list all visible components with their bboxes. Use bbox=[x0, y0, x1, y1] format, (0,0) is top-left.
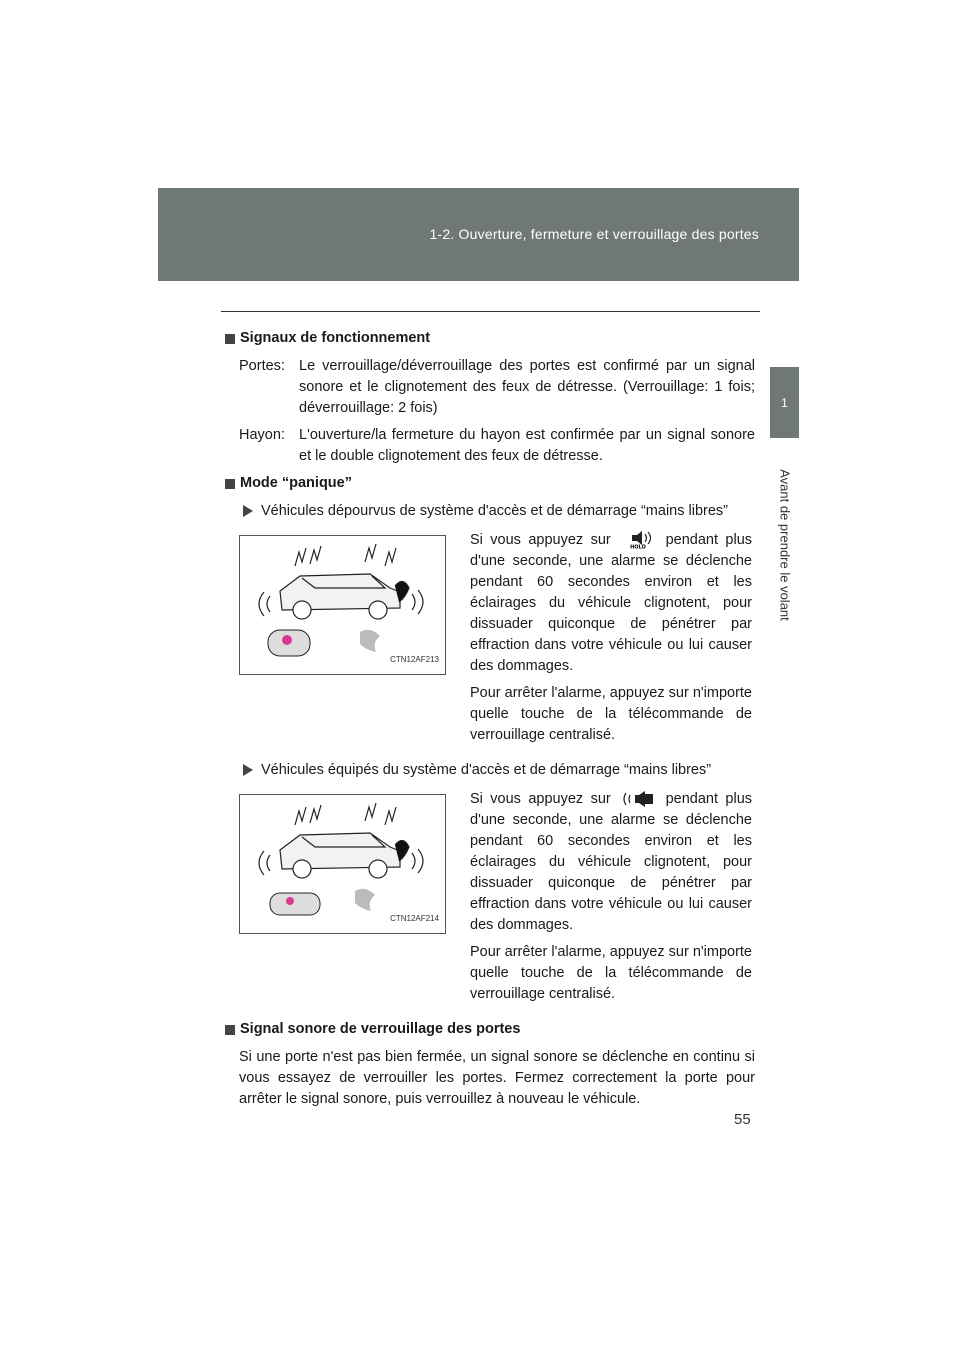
variant-label bbox=[239, 760, 755, 781]
page-content bbox=[225, 328, 755, 1110]
triangle-bullet-icon bbox=[243, 764, 253, 776]
stop-alarm-text: Pour arrêter l'alarme, appuyez sur n'importe quelle touche de la télécommande de verrouillage centralisé. bbox=[470, 944, 752, 1002]
panel-text bbox=[470, 530, 752, 752]
panel-text bbox=[470, 789, 752, 1011]
text-after-icon: pendant plus d'une seconde, une alarme se déclenche pendant 60 secondes environ et les éclairages du véhicule clignotent, pour dissuader quiconque de pénétrer par effraction dans votre véhicule ou lui causer des dommages. bbox=[470, 791, 753, 933]
panic-heading-text: Mode “panique” bbox=[240, 475, 352, 491]
panic-panel-2 bbox=[239, 789, 755, 1011]
text-before-icon: Si vous appuyez sur bbox=[470, 532, 611, 548]
panic-panel-1 bbox=[239, 530, 755, 752]
definition-term: Hayon: bbox=[239, 427, 285, 443]
chapter-title: Avant de prendre le volant bbox=[777, 469, 793, 621]
alarm-illustration-1 bbox=[239, 535, 446, 675]
signals-heading bbox=[225, 328, 755, 349]
square-bullet-icon bbox=[225, 334, 235, 344]
variant-label bbox=[239, 501, 755, 522]
page-number: 55 bbox=[734, 1111, 751, 1128]
variant-label-text: Véhicules équipés du système d'accès et de démarrage “mains libres” bbox=[261, 762, 712, 778]
definition-text: L'ouverture/la fermeture du hayon est confirmée par un signal sonore et le double clignotement des feux de détresse. bbox=[299, 427, 755, 464]
square-bullet-icon bbox=[225, 1025, 235, 1035]
stop-alarm-text: Pour arrêter l'alarme, appuyez sur n'importe quelle touche de la télécommande de verrouillage centralisé. bbox=[470, 685, 752, 743]
triangle-bullet-icon bbox=[243, 505, 253, 517]
alarm-illustration-2 bbox=[239, 794, 446, 934]
signals-heading-text: Signaux de fonctionnement bbox=[240, 330, 431, 346]
panic-button-icon bbox=[618, 790, 658, 808]
header-rule bbox=[221, 311, 760, 312]
definition-text: Le verrouillage/déverrouillage des portes est confirmé par un signal sonore et le clignotement des feux de détresse. (Verrouillage: 1 fois; déverrouillage: 2 fois) bbox=[299, 358, 755, 416]
hold-label: HOLD bbox=[630, 544, 647, 550]
buzzer-heading bbox=[225, 1019, 755, 1040]
variant-label-text: Véhicules dépourvus de système d'accès et de démarrage “mains libres” bbox=[261, 503, 728, 519]
buzzer-text: Si une porte n'est pas bien fermée, un signal sonore se déclenche en continu si vous essayez de verrouiller les portes. Fermez correctement la porte pour arrêter le signal sonore, puis verrouillez à nouveau le véhicule. bbox=[239, 1049, 755, 1107]
definition-row bbox=[239, 356, 755, 419]
panic-hold-button-icon bbox=[618, 531, 658, 549]
square-bullet-icon bbox=[225, 479, 235, 489]
figure-code: CTN12AF213 bbox=[390, 655, 439, 664]
text-before-icon: Si vous appuyez sur bbox=[470, 791, 611, 807]
panic-heading bbox=[225, 473, 755, 494]
definition-row bbox=[239, 425, 755, 467]
definition-term: Portes: bbox=[239, 358, 285, 374]
chapter-number-tab: 1 bbox=[770, 367, 799, 438]
section-title: 1-2. Ouverture, fermeture et verrouillage des portes bbox=[429, 226, 759, 242]
text-after-icon: pendant plus d'une seconde, une alarme se déclenche pendant 60 secondes environ et les éclairages du véhicule clignotent, pour dissuader quiconque de pénétrer par effraction dans votre véhicule ou lui causer des dommages. bbox=[470, 532, 753, 674]
header-band bbox=[158, 188, 799, 281]
buzzer-heading-text: Signal sonore de verrouillage des portes bbox=[240, 1021, 521, 1037]
figure-code: CTN12AF214 bbox=[390, 914, 439, 923]
